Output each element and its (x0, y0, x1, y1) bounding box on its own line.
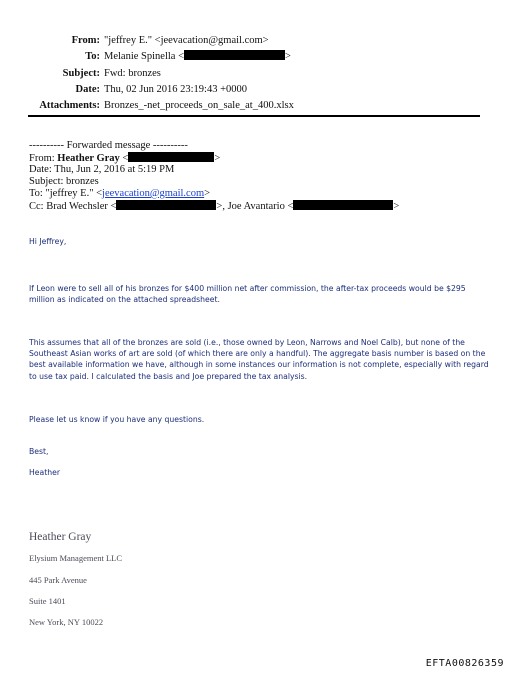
email-header (0, 33, 512, 114)
from-label: From: (71, 35, 100, 46)
attachments-label: Attachments: (39, 100, 100, 112)
header-divider (28, 115, 480, 117)
signature-address-2: Suite 1401 (29, 596, 66, 606)
forwarded-cc-suffix: > (393, 200, 400, 212)
signature-address-1: 445 Park Avenue (29, 575, 87, 585)
forwarded-cc-prefix: Cc: Brad Wechsler < (29, 200, 117, 212)
forwarded-separator: ---------- Forwarded message ---------- (29, 140, 188, 151)
header-from-row (0, 33, 512, 49)
document-id-stamp: EFTA00826359 (425, 658, 504, 669)
forwarded-cc (29, 200, 399, 213)
forwarded-from-open: < (119, 152, 129, 164)
to-value-suffix: > (285, 51, 291, 63)
body-greeting: Hi Jeffrey, (29, 237, 67, 246)
forwarded-from-name: Heather Gray (57, 152, 120, 164)
forwarded-cc-middle: >, Joe Avantario < (216, 200, 294, 212)
body-paragraph-3: Please let us know if you have any questions. (29, 415, 205, 424)
forwarded-to (29, 188, 399, 200)
signature-city: New York, NY 10022 (29, 617, 104, 627)
forwarded-from-prefix: From: (29, 152, 58, 164)
redaction-bar (116, 200, 216, 210)
forwarded-block (29, 140, 399, 212)
body-closing: Best, (29, 447, 49, 456)
header-attachments-row (0, 98, 512, 114)
header-to-row (0, 49, 512, 65)
forwarded-from-close: > (214, 152, 221, 164)
email-link[interactable]: jeevacation@gmail.com (102, 187, 205, 199)
forwarded-from (29, 152, 399, 165)
redaction-bar (184, 50, 285, 60)
date-label: Date: (75, 83, 100, 95)
forwarded-subject: Subject: bronzes (29, 176, 99, 188)
subject-value: Fwd: bronzes (104, 67, 161, 79)
attachments-value[interactable]: Bronzes_-net_proceeds_on_sale_at_400.xlsx (104, 100, 294, 112)
from-value: "jeffrey E." <jeevacation@gmail.com> (104, 35, 269, 46)
body-signoff: Heather (29, 468, 60, 477)
header-date-row (0, 82, 512, 98)
date-value: Thu, 02 Jun 2016 23:19:43 +0000 (104, 83, 248, 95)
to-value (104, 49, 291, 65)
body-paragraph-1: If Leon were to sell all of his bronzes for $400 million net after commission, the after-tax proceeds would be $295 million as indicated on the attached spreadsheet. (29, 284, 466, 305)
to-value-prefix: Melanie Spinella < (104, 51, 184, 63)
forwarded-date: Date: Thu, Jun 2, 2016 at 5:19 PM (29, 164, 175, 176)
redaction-bar (293, 200, 393, 210)
forwarded-to-suffix: > (204, 187, 211, 199)
forwarded-to-prefix: To: "jeffrey E." < (29, 187, 103, 199)
redaction-bar (128, 152, 214, 162)
subject-label: Subject: (62, 67, 100, 79)
signature-company: Elysium Management LLC (29, 553, 123, 563)
header-subject-row (0, 66, 512, 82)
body-paragraph-2: This assumes that all of the bronzes are sold (i.e., those owned by Leon, Narrows and Noel Calb), but none of the Southeast Asian works of art are sold (of which there are only a handful). The aggregate basis number is based on the best available information we have, although in some instances our information is not complete, especially with regard to use tax paid. I calculated the basis and Joe prepared the tax analysis. (29, 338, 489, 381)
to-label: To: (85, 51, 100, 63)
signature-name: Heather Gray (29, 531, 92, 543)
